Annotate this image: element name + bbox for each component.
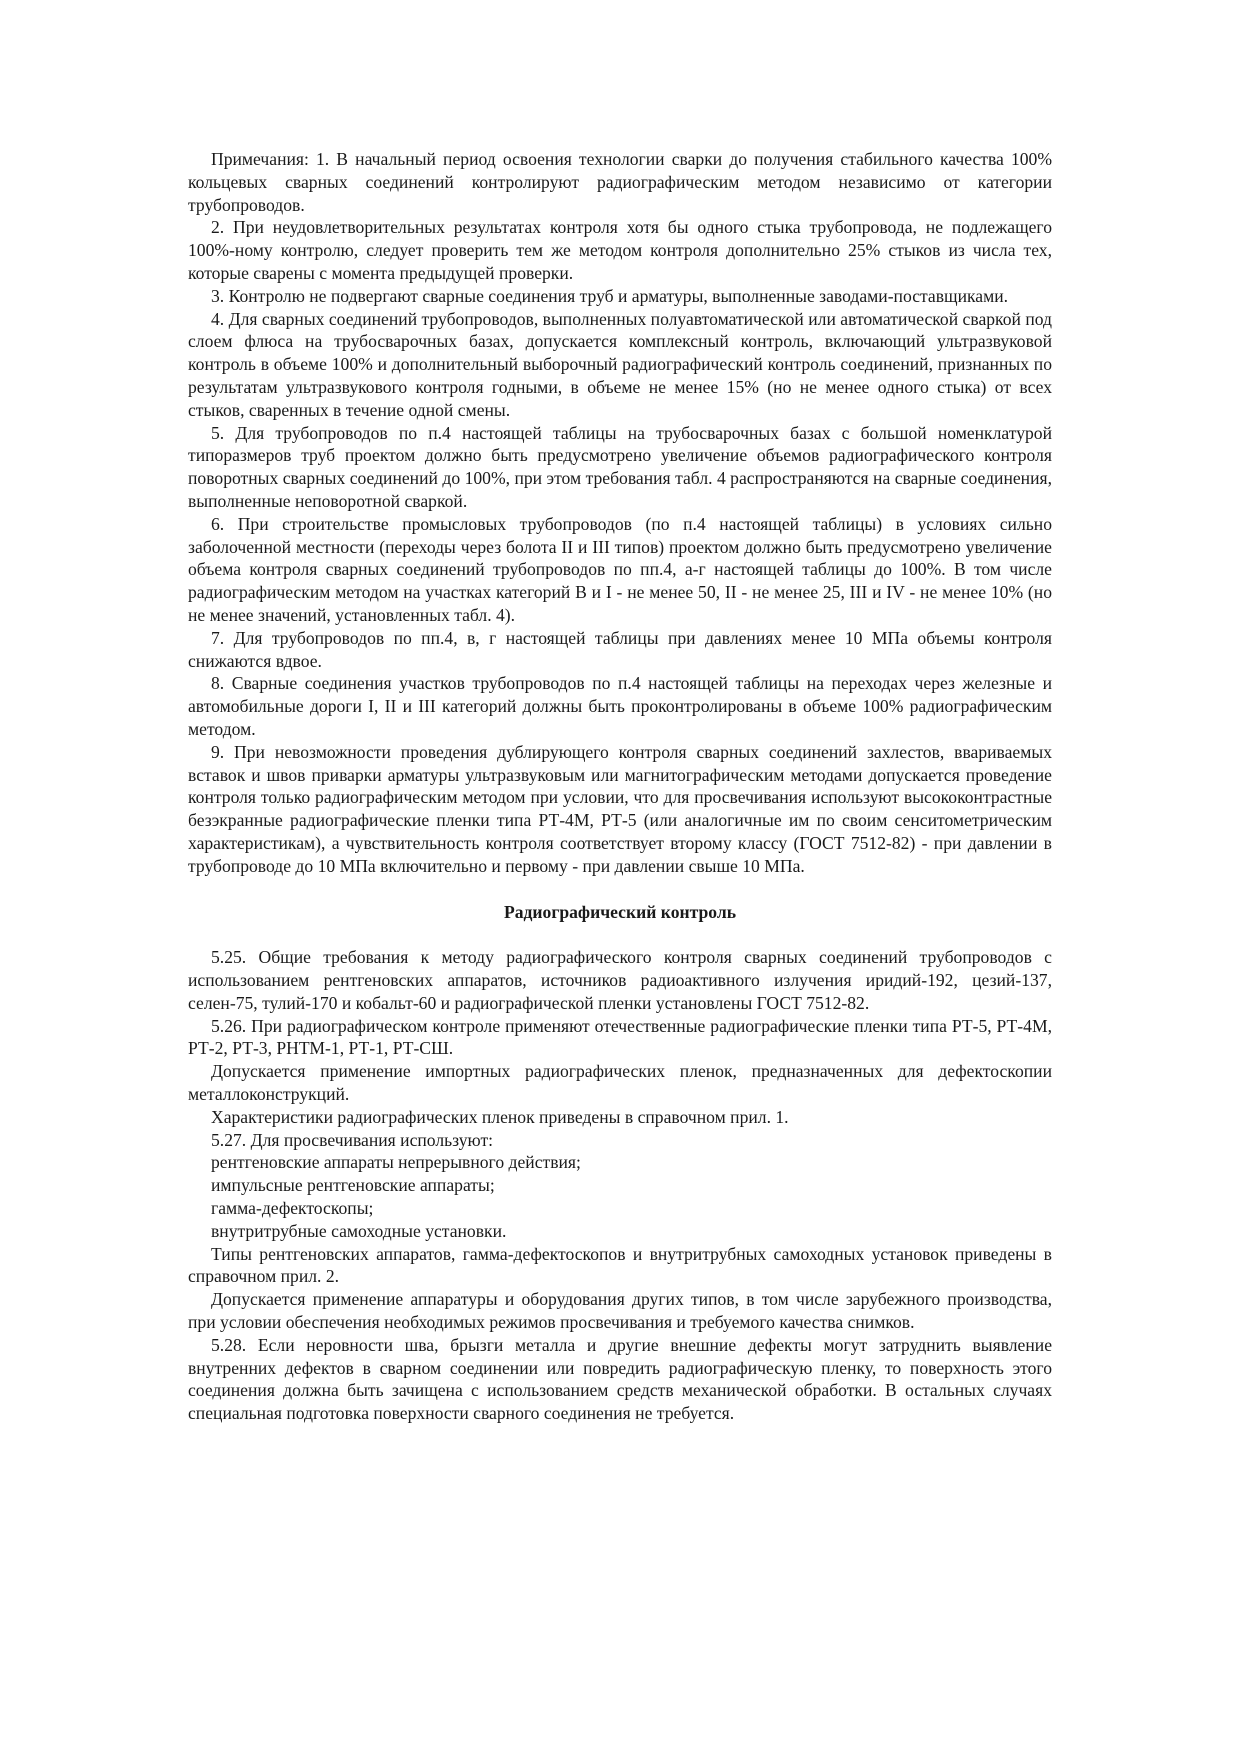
body-paragraph: Допускается применение аппаратуры и оборудования других типов, в том числе зарубежного производства, при условии обеспечения необходимых режимов просвечивания и требуемого качества снимков.	[188, 1289, 1052, 1333]
list-item: гамма-дефектоскопы;	[211, 1198, 374, 1219]
list-item: внутритрубные самоходные установки.	[211, 1220, 507, 1241]
list-item: импульсные рентгеновские аппараты;	[211, 1175, 495, 1196]
note-paragraph: 6. При строительстве промысловых трубопроводов (по п.4 настоящей таблицы) в условиях сильно заболоченной местности (переходы через болота II и III типов) проектом должно быть предусмотрено увеличение объема контроля сварных соединений трубопроводов по пп.4, а-г настоящей таблицы до 100%. В том числе радиографическим методом на участках категорий В и I - не менее 50, II - не менее 25, III и IV - не менее 10% (но не менее значений, установленных табл. 4).	[188, 513, 1052, 625]
body-paragraph: Допускается применение импортных радиографических пленок, предназначенных для дефектоскопии металлоконструкций.	[188, 1061, 1052, 1105]
note-paragraph: 5. Для трубопроводов по п.4 настоящей таблицы на трубосварочных базах с большой номенклатурой типоразмеров труб проектом должно быть предусмотрено увеличение объемов радиографического контроля поворотных сварных соединений до 100%, при этом требования табл. 4 распространяются на сварные соединения, выполненные неповоротной сваркой.	[188, 422, 1052, 511]
body-paragraph: 5.26. При радиографическом контроле применяют отечественные радиографические пленки типа РТ-5, РТ-4М, РТ-2, РТ-3, РНТМ-1, РТ-1, РТ-СШ.	[188, 1015, 1052, 1059]
note-paragraph: Примечания: 1. В начальный период освоения технологии сварки до получения стабильного качества 100% кольцевых сварных соединений контролируют радиографическим методом независимо от категории трубопроводов.	[188, 149, 1052, 215]
body-line: Характеристики радиографических пленок приведены в справочном прил. 1.	[211, 1106, 789, 1127]
note-paragraph: 3. Контролю не подвергают сварные соединения труб и арматуры, выполненные заводами-поставщиками.	[211, 285, 1009, 306]
list-item: рентгеновские аппараты непрерывного действия;	[211, 1152, 581, 1173]
body-line: 5.27. Для просвечивания используют:	[211, 1129, 494, 1150]
note-paragraph: 8. Сварные соединения участков трубопроводов по п.4 настоящей таблицы на переходах через железные и автомобильные дороги I, II и III категорий должны быть проконтролированы в объеме 100% радиографическим методом.	[188, 673, 1052, 739]
body-paragraph: 5.28. Если неровности шва, брызги металла и другие внешние дефекты могут затруднить выявление внутренних дефектов в сварном соединении или повредить радиографическую пленку, то поверхность этого соединения должна быть зачищена с использованием средств механической обработки. В остальных случаях специальная подготовка поверхности сварного соединения не требуется.	[188, 1334, 1052, 1424]
body-paragraph: 5.25. Общие требования к методу радиографического контроля сварных соединений трубопроводов с использованием рентгеновских аппаратов, источников радиоактивного излучения иридий-192, цезий-137, селен-75, тулий-170 и кобальт-60 и радиографической пленки установлены ГОСТ 7512-82.	[188, 947, 1052, 1013]
note-paragraph: 9. При невозможности проведения дублирующего контроля сварных соединений захлестов, ввариваемых вставок и швов приварки арматуры ультразвуковым или магнитографическим методами допускается проведение контроля только радиографическим методом при условии, что для просвечивания используют высококонтрастные безэкранные радиографические пленки типа РТ-4М, РТ-5 (или аналогичные им по своим сенситометрическим характеристикам), а чувствительность контроля соответствует второму классу (ГОСТ 7512-82) - при давлении в трубопроводе до 10 МПа включительно и первому - при давлении свыше 10 МПа.	[188, 741, 1052, 876]
note-paragraph: 7. Для трубопроводов по пп.4, в, г настоящей таблицы при давлениях менее 10 МПа объемы контроля снижаются вдвое.	[188, 627, 1052, 671]
body-paragraph: Типы рентгеновских аппаратов, гамма-дефектоскопов и внутритрубных самоходных установок приведены в справочном прил. 2.	[188, 1243, 1052, 1287]
document-page	[188, 148, 1052, 1425]
note-paragraph: 4. Для сварных соединений трубопроводов, выполненных полуавтоматической или автоматической сваркой под слоем флюса на трубосварочных базах, допускается комплексный контроль, включающий ультразвуковой контроль в объеме 100% и дополнительный выборочный радиографический контроль соединений, признанных по результатам ультразвукового контроля годными, в объеме не менее 15% (но не менее одного стыка) от всех стыков, сваренных в течение одной смены.	[188, 308, 1052, 420]
section-heading: Радиографический контроль	[503, 901, 737, 922]
note-paragraph: 2. При неудовлетворительных результатах контроля хотя бы одного стыка трубопровода, не подлежащего 100%-ному контролю, следует проверить тем же методом контроля дополнительно 25% стыков из числа тех, которые сварены с момента предыдущей проверки.	[188, 217, 1052, 283]
